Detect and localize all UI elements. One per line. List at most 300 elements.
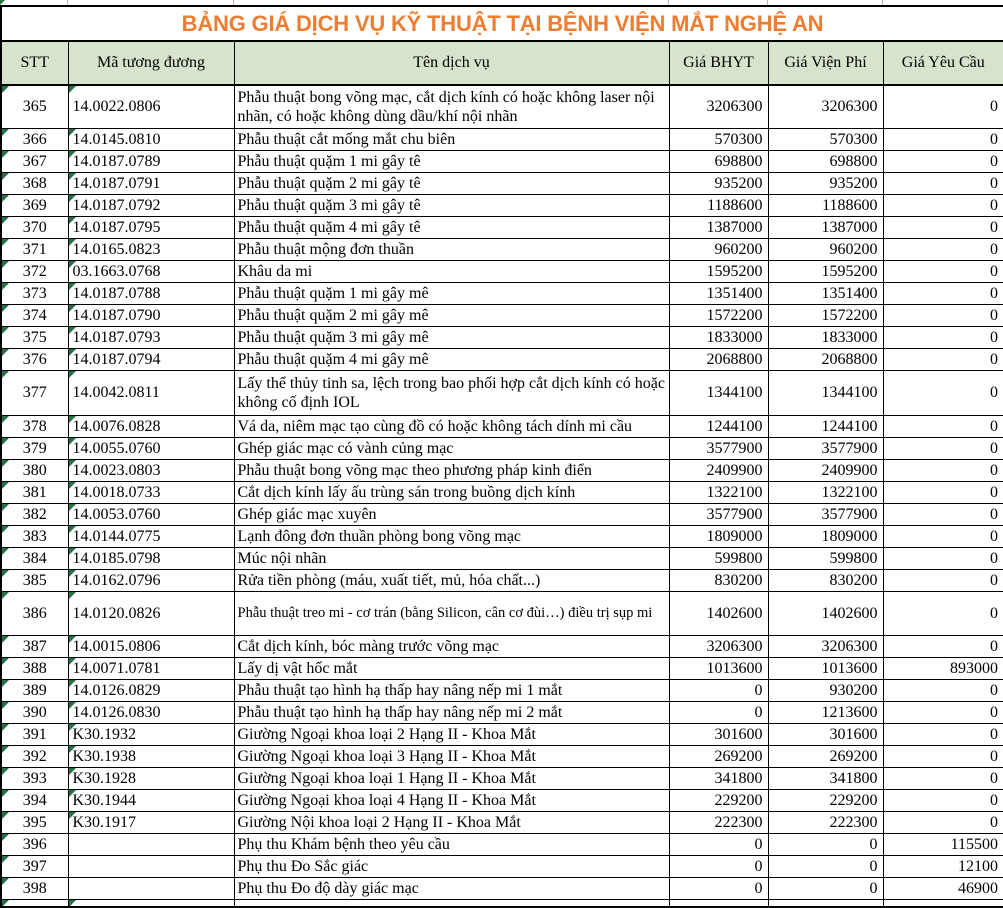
cell-price-vienphi[interactable]: 930200 [768, 679, 883, 701]
cell-price-bhyt[interactable]: 3206300 [669, 85, 768, 128]
cell-code[interactable] [68, 150, 234, 172]
table-row [1, 569, 1003, 591]
cell-stt[interactable] [1, 503, 68, 525]
cell-price-yeucau[interactable]: 0 [883, 172, 1003, 194]
error-indicator-icon [69, 526, 76, 533]
cell-code[interactable] [68, 282, 234, 304]
cell-service-name[interactable]: Phẫu thuật treo mi - cơ trán (bằng Silicon, cân cơ đùi…) điều trị sụp mi [234, 591, 669, 635]
error-indicator-icon [69, 790, 76, 797]
cell-stt[interactable] [1, 899, 68, 907]
cell-price-bhyt[interactable]: 2409900 [669, 459, 768, 481]
cell-service-name[interactable]: Phụ thu Đo độ dày giác mạc [234, 877, 669, 899]
cell-stt[interactable] [1, 348, 68, 370]
cell-price-yeucau[interactable]: 12100 [883, 855, 1003, 877]
cell-price-bhyt[interactable]: 229200 [669, 789, 768, 811]
cell-price-yeucau[interactable]: 0 [883, 85, 1003, 128]
code-value: 14.0022.0806 [72, 98, 161, 116]
stt-value: 370 [22, 218, 47, 236]
cell-stt[interactable] [1, 679, 68, 701]
cell-price-bhyt[interactable]: 1809000 [669, 525, 768, 547]
cell-service-name[interactable]: Ghép giác mạc có vành củng mạc [234, 437, 669, 459]
cell-code[interactable] [68, 679, 234, 701]
cell-stt[interactable] [1, 260, 68, 282]
error-indicator-icon [2, 548, 9, 555]
code-value: 03.1663.0768 [72, 262, 161, 280]
table-row [1, 238, 1003, 260]
cell-code[interactable] [68, 348, 234, 370]
cell-empty[interactable] [883, 899, 1003, 907]
cell-stt[interactable] [1, 437, 68, 459]
title-row [1, 6, 1003, 41]
cell-price-bhyt[interactable]: 1188600 [669, 194, 768, 216]
page-title[interactable]: BẢNG GIÁ DỊCH VỤ KỸ THUẬT TẠI BỆNH VIỆN MẮT NGHỆ AN [1, 6, 1003, 41]
cell-price-vienphi[interactable]: 3206300 [768, 85, 883, 128]
cell-price-vienphi[interactable]: 0 [768, 877, 883, 899]
cell-service-name[interactable]: Lấy thể thủy tinh sa, lệch trong bao phối hợp cắt dịch kính có hoặc không cố định IOL [234, 370, 669, 415]
error-indicator-icon [69, 438, 76, 445]
cell-price-yeucau[interactable]: 893000 [883, 657, 1003, 679]
cell-price-vienphi[interactable]: 1013600 [768, 657, 883, 679]
cell-stt[interactable] [1, 855, 68, 877]
cell-stt[interactable] [1, 238, 68, 260]
error-indicator-icon [2, 482, 9, 489]
stt-value: 373 [22, 284, 47, 302]
table-row [1, 260, 1003, 282]
code-value: 14.0018.0733 [72, 483, 161, 501]
cell-price-vienphi[interactable]: 1809000 [768, 525, 883, 547]
cell-price-bhyt[interactable]: 301600 [669, 723, 768, 745]
cell-code[interactable] [68, 172, 234, 194]
stt-value: 374 [22, 306, 47, 324]
cell-stt[interactable] [1, 128, 68, 150]
cell-price-yeucau[interactable]: 0 [883, 701, 1003, 723]
error-indicator-icon [2, 592, 9, 599]
cell-price-yeucau[interactable]: 0 [883, 370, 1003, 415]
cell-code[interactable] [68, 701, 234, 723]
cell-price-vienphi[interactable]: 1322100 [768, 481, 883, 503]
column-header-stt[interactable]: STT [1, 41, 68, 85]
cell-price-yeucau[interactable]: 0 [883, 481, 1003, 503]
cell-code[interactable] [68, 370, 234, 415]
cell-code[interactable] [68, 899, 234, 907]
cell-stt[interactable] [1, 701, 68, 723]
error-indicator-icon [2, 658, 9, 665]
stt-value: 381 [22, 483, 47, 501]
column-header-yeucau[interactable]: Giá Yêu Cầu [883, 41, 1003, 85]
cell-price-bhyt[interactable]: 2068800 [669, 348, 768, 370]
cell-stt[interactable] [1, 635, 68, 657]
cell-service-name[interactable]: Vá da, niêm mạc tạo cùng đồ có hoặc không tách dính mi cầu [234, 415, 669, 437]
code-value: 14.0023.0803 [72, 461, 161, 479]
cell-price-yeucau[interactable]: 0 [883, 591, 1003, 635]
stt-value: 375 [22, 328, 47, 346]
cell-stt[interactable] [1, 657, 68, 679]
stt-value: 384 [22, 549, 47, 567]
stt-value: 376 [22, 350, 47, 368]
stt-value: 383 [22, 527, 47, 545]
cell-price-bhyt[interactable]: 599800 [669, 547, 768, 569]
cell-price-vienphi[interactable]: 0 [768, 855, 883, 877]
cell-service-name[interactable]: Phụ thu Đo Sắc giác [234, 855, 669, 877]
cell-price-vienphi[interactable]: 960200 [768, 238, 883, 260]
cell-service-name[interactable]: Phẫu thuật tạo hình hạ thấp hay nâng nếp mi 1 mắt [234, 679, 669, 701]
cell-price-bhyt[interactable]: 0 [669, 701, 768, 723]
cell-price-bhyt[interactable]: 1387000 [669, 216, 768, 238]
error-indicator-icon [2, 129, 9, 136]
error-indicator-icon [69, 195, 76, 202]
cell-price-yeucau[interactable]: 0 [883, 679, 1003, 701]
cell-stt[interactable] [1, 459, 68, 481]
cell-stt[interactable] [1, 811, 68, 833]
cell-price-bhyt[interactable]: 1595200 [669, 260, 768, 282]
cell-price-vienphi[interactable]: 3577900 [768, 437, 883, 459]
table-row [1, 591, 1003, 635]
column-header-name[interactable]: Tên dịch vụ [234, 41, 669, 85]
cell-price-yeucau[interactable]: 0 [883, 282, 1003, 304]
cell-code[interactable] [68, 216, 234, 238]
code-value: 14.0187.0793 [72, 328, 161, 346]
table-row [1, 767, 1003, 789]
cell-price-yeucau[interactable]: 46900 [883, 877, 1003, 899]
error-indicator-icon [69, 151, 76, 158]
cell-price-bhyt[interactable]: 1322100 [669, 481, 768, 503]
error-indicator-icon [69, 900, 76, 907]
cell-price-bhyt[interactable]: 1833000 [669, 326, 768, 348]
cell-code[interactable] [68, 503, 234, 525]
cell-price-vienphi[interactable]: 1244100 [768, 415, 883, 437]
cell-service-name[interactable]: Lấy dị vật hốc mắt [234, 657, 669, 679]
cell-price-yeucau[interactable]: 0 [883, 635, 1003, 657]
cell-stt[interactable] [1, 370, 68, 415]
cell-stt[interactable] [1, 525, 68, 547]
error-indicator-icon [2, 151, 9, 158]
cell-code[interactable] [68, 415, 234, 437]
code-value: 14.0042.0811 [72, 384, 160, 401]
cell-price-bhyt[interactable]: 0 [669, 877, 768, 899]
cell-service-name[interactable]: Phẫu thuật mộng đơn thuần [234, 238, 669, 260]
cell-price-yeucau[interactable]: 0 [883, 525, 1003, 547]
cell-price-bhyt[interactable]: 1351400 [669, 282, 768, 304]
column-header-vienphi[interactable]: Giá Viện Phí [768, 41, 883, 85]
stt-value: 371 [22, 240, 47, 258]
cell-service-name[interactable]: Giường Ngoại khoa loại 1 Hạng II - Khoa Mắt [234, 767, 669, 789]
cell-price-bhyt[interactable]: 222300 [669, 811, 768, 833]
cell-price-vienphi[interactable]: 1833000 [768, 326, 883, 348]
stt-value: 380 [22, 461, 47, 479]
cell-stt[interactable] [1, 723, 68, 745]
cell-service-name[interactable]: Phẫu thuật tạo hình hạ thấp hay nâng nếp mi 2 mắt [234, 701, 669, 723]
cell-service-name[interactable]: Phẫu thuật quặm 3 mi gây mê [234, 326, 669, 348]
cell-price-vienphi[interactable]: 0 [768, 833, 883, 855]
cell-price-vienphi[interactable]: 229200 [768, 789, 883, 811]
cell-stt[interactable] [1, 547, 68, 569]
table-row [1, 150, 1003, 172]
cell-price-yeucau[interactable]: 0 [883, 745, 1003, 767]
table-row [1, 85, 1003, 128]
code-value: 14.0144.0775 [72, 527, 161, 545]
cell-price-yeucau[interactable]: 0 [883, 547, 1003, 569]
cell-service-name[interactable]: Lạnh đông đơn thuần phòng bong võng mạc [234, 525, 669, 547]
cell-price-yeucau[interactable]: 0 [883, 459, 1003, 481]
cell-price-bhyt[interactable]: 3206300 [669, 635, 768, 657]
stt-value: 387 [22, 637, 47, 655]
cell-stt[interactable] [1, 569, 68, 591]
stt-value: 378 [22, 417, 47, 435]
error-indicator-icon [69, 217, 76, 224]
error-indicator-icon [2, 812, 9, 819]
cell-price-bhyt[interactable]: 3577900 [669, 437, 768, 459]
cell-price-bhyt[interactable]: 1402600 [669, 591, 768, 635]
cell-stt[interactable] [1, 172, 68, 194]
error-indicator-icon [2, 856, 9, 863]
cell-service-name[interactable]: Giường Nội khoa loại 2 Hạng II - Khoa Mắt [234, 811, 669, 833]
column-header-code[interactable]: Mã tương đương [68, 41, 234, 85]
cell-price-vienphi[interactable]: 698800 [768, 150, 883, 172]
error-indicator-icon [2, 239, 9, 246]
cell-stt[interactable] [1, 481, 68, 503]
table-row [1, 128, 1003, 150]
cell-service-name[interactable]: Phẫu thuật quặm 1 mi gây tê [234, 150, 669, 172]
table-row [1, 503, 1003, 525]
gridline [233, 0, 234, 5]
cell-price-yeucau[interactable]: 0 [883, 194, 1003, 216]
cell-price-vienphi[interactable]: 301600 [768, 723, 883, 745]
stt-value: 369 [22, 196, 47, 214]
cell-stt[interactable] [1, 789, 68, 811]
cell-price-yeucau[interactable]: 0 [883, 304, 1003, 326]
cell-service-name[interactable]: Phẫu thuật bong võng mạc theo phương pháp kinh điển [234, 459, 669, 481]
cell-service-name[interactable]: Phụ thu Khám bệnh theo yêu cầu [234, 833, 669, 855]
cell-code[interactable] [68, 833, 234, 855]
cell-code[interactable] [68, 745, 234, 767]
cell-price-yeucau[interactable]: 0 [883, 150, 1003, 172]
cell-code[interactable] [68, 855, 234, 877]
cell-code[interactable] [68, 238, 234, 260]
cell-price-vienphi[interactable]: 1188600 [768, 194, 883, 216]
cell-stt[interactable] [1, 304, 68, 326]
cell-code[interactable] [68, 326, 234, 348]
column-header-row [1, 41, 1003, 85]
cell-service-name[interactable]: Cắt dịch kính, bóc màng trước võng mạc [234, 635, 669, 657]
stt-value: 395 [22, 813, 47, 831]
stt-value: 391 [22, 725, 47, 743]
cell-price-vienphi[interactable]: 1402600 [768, 591, 883, 635]
cell-stt[interactable] [1, 282, 68, 304]
cell-price-yeucau[interactable]: 0 [883, 723, 1003, 745]
cell-price-bhyt[interactable]: 3577900 [669, 503, 768, 525]
cell-code[interactable] [68, 481, 234, 503]
cell-price-vienphi[interactable]: 1213600 [768, 701, 883, 723]
table-row [1, 172, 1003, 194]
error-indicator-icon [69, 746, 76, 753]
cell-code[interactable] [68, 547, 234, 569]
cell-price-bhyt[interactable]: 935200 [669, 172, 768, 194]
cell-price-bhyt[interactable]: 570300 [669, 128, 768, 150]
cell-price-bhyt[interactable]: 960200 [669, 238, 768, 260]
cell-service-name[interactable]: Phẫu thuật quặm 3 mi gây tê [234, 194, 669, 216]
cell-stt[interactable] [1, 326, 68, 348]
cell-price-yeucau[interactable]: 0 [883, 260, 1003, 282]
cell-stt[interactable] [1, 415, 68, 437]
cell-code[interactable] [68, 85, 234, 128]
error-indicator-icon [2, 416, 9, 423]
table-row [1, 855, 1003, 877]
cell-code[interactable] [68, 877, 234, 899]
cell-price-yeucau[interactable]: 0 [883, 789, 1003, 811]
cell-stt[interactable] [1, 745, 68, 767]
cell-code[interactable] [68, 657, 234, 679]
cell-code[interactable] [68, 635, 234, 657]
cell-price-yeucau[interactable]: 115500 [883, 833, 1003, 855]
cell-service-name[interactable]: Ghép giác mạc xuyên [234, 503, 669, 525]
cell-stt[interactable] [1, 85, 68, 128]
code-value: 14.0187.0792 [72, 196, 161, 214]
cell-code[interactable] [68, 569, 234, 591]
cell-price-vienphi[interactable]: 1344100 [768, 370, 883, 415]
table-row [1, 635, 1003, 657]
cell-price-bhyt[interactable]: 0 [669, 679, 768, 701]
cell-code[interactable] [68, 811, 234, 833]
cell-price-vienphi[interactable]: 1387000 [768, 216, 883, 238]
cell-code[interactable] [68, 767, 234, 789]
cell-stt[interactable] [1, 833, 68, 855]
cell-service-name[interactable]: Phẫu thuật quặm 1 mi gây mê [234, 282, 669, 304]
stt-value: 396 [22, 835, 47, 853]
cell-empty[interactable] [234, 899, 669, 907]
clipped-row-above [0, 0, 1003, 5]
cell-code[interactable] [68, 591, 234, 635]
stt-value: 393 [22, 769, 47, 787]
cell-service-name[interactable]: Phẫu thuật quặm 4 mi gây tê [234, 216, 669, 238]
cell-price-vienphi[interactable]: 3577900 [768, 503, 883, 525]
cell-stt[interactable] [1, 591, 68, 635]
gridline [67, 0, 68, 5]
cell-price-bhyt[interactable]: 1344100 [669, 370, 768, 415]
code-value: 14.0055.0760 [72, 439, 161, 457]
cell-price-yeucau[interactable]: 0 [883, 437, 1003, 459]
cell-price-bhyt[interactable]: 1013600 [669, 657, 768, 679]
cell-price-yeucau[interactable]: 0 [883, 569, 1003, 591]
cell-price-yeucau[interactable]: 0 [883, 128, 1003, 150]
error-indicator-icon [69, 548, 76, 555]
error-indicator-icon [69, 371, 76, 378]
cell-service-name[interactable]: Phẫu thuật quặm 4 mi gây mê [234, 348, 669, 370]
cell-price-vienphi[interactable]: 2068800 [768, 348, 883, 370]
cell-stt[interactable] [1, 877, 68, 899]
cell-code[interactable] [68, 194, 234, 216]
cell-service-name[interactable]: Khâu da mi [234, 260, 669, 282]
cell-service-name[interactable]: Giường Ngoại khoa loại 3 Hạng II - Khoa Mắt [234, 745, 669, 767]
cell-service-name[interactable]: Phẫu thuật bong võng mạc, cắt dịch kính có hoặc không laser nội nhãn, có hoặc không dùng dầu/khí nội nhãn [234, 85, 669, 128]
cell-price-yeucau[interactable]: 0 [883, 238, 1003, 260]
cell-price-yeucau[interactable]: 0 [883, 503, 1003, 525]
cell-empty[interactable] [768, 899, 883, 907]
cell-service-name[interactable]: Phẫu thuật quặm 2 mi gây tê [234, 172, 669, 194]
cell-code[interactable] [68, 789, 234, 811]
cell-code[interactable] [68, 437, 234, 459]
cell-stt[interactable] [1, 194, 68, 216]
cell-service-name[interactable]: Giường Ngoại khoa loại 4 Hạng II - Khoa Mắt [234, 789, 669, 811]
stt-value: 397 [22, 857, 47, 875]
error-indicator-icon [2, 636, 9, 643]
cell-code[interactable] [68, 723, 234, 745]
cell-price-vienphi[interactable]: 1572200 [768, 304, 883, 326]
cell-price-bhyt[interactable]: 0 [669, 833, 768, 855]
cell-service-name[interactable]: Rửa tiền phòng (máu, xuất tiết, mủ, hóa chất...) [234, 569, 669, 591]
cell-stt[interactable] [1, 150, 68, 172]
cell-price-yeucau[interactable]: 0 [883, 811, 1003, 833]
cell-price-yeucau[interactable]: 0 [883, 348, 1003, 370]
cell-empty[interactable] [669, 899, 768, 907]
cell-service-name[interactable]: Múc nội nhãn [234, 547, 669, 569]
stt-value: 385 [22, 571, 47, 589]
cell-price-vienphi[interactable]: 935200 [768, 172, 883, 194]
cell-price-vienphi[interactable]: 1595200 [768, 260, 883, 282]
cell-price-yeucau[interactable]: 0 [883, 326, 1003, 348]
cell-price-yeucau[interactable]: 0 [883, 216, 1003, 238]
cell-service-name[interactable]: Giường Ngoại khoa loại 2 Hạng II - Khoa Mắt [234, 723, 669, 745]
cell-price-bhyt[interactable]: 1244100 [669, 415, 768, 437]
price-table [0, 5, 1003, 908]
stt-value: 394 [22, 791, 47, 809]
cell-stt[interactable] [1, 767, 68, 789]
table-row [1, 877, 1003, 899]
cell-stt[interactable] [1, 216, 68, 238]
stt-value: 377 [22, 384, 47, 401]
table-row [1, 304, 1003, 326]
cell-price-vienphi[interactable]: 2409900 [768, 459, 883, 481]
table-row [1, 437, 1003, 459]
cell-price-vienphi[interactable]: 341800 [768, 767, 883, 789]
table-row [1, 723, 1003, 745]
cell-price-vienphi[interactable]: 1351400 [768, 282, 883, 304]
cell-service-name[interactable]: Phẫu thuật cắt mống mắt chu biên [234, 128, 669, 150]
cell-price-bhyt[interactable]: 269200 [669, 745, 768, 767]
cell-code[interactable] [68, 525, 234, 547]
cell-code[interactable] [68, 260, 234, 282]
table-row [1, 547, 1003, 569]
stt-value: 388 [22, 659, 47, 677]
cell-price-vienphi[interactable]: 222300 [768, 811, 883, 833]
cell-price-bhyt[interactable]: 0 [669, 855, 768, 877]
column-header-bhyt[interactable]: Giá BHYT [669, 41, 768, 85]
error-indicator-icon [2, 680, 9, 687]
cell-price-yeucau[interactable]: 0 [883, 767, 1003, 789]
cell-price-vienphi[interactable]: 570300 [768, 128, 883, 150]
cell-code[interactable] [68, 128, 234, 150]
cell-price-vienphi[interactable]: 3206300 [768, 635, 883, 657]
error-indicator-icon [2, 570, 9, 577]
cell-price-bhyt[interactable]: 341800 [669, 767, 768, 789]
error-indicator-icon [2, 768, 9, 775]
cell-price-vienphi[interactable]: 599800 [768, 547, 883, 569]
code-value: 14.0053.0760 [72, 505, 161, 523]
code-value: 14.0185.0798 [72, 549, 161, 567]
cell-price-vienphi[interactable]: 830200 [768, 569, 883, 591]
cell-service-name[interactable]: Cắt dịch kính lấy ấu trùng sán trong buồng dịch kính [234, 481, 669, 503]
cell-service-name[interactable]: Phẫu thuật quặm 2 mi gây mê [234, 304, 669, 326]
cell-code[interactable] [68, 459, 234, 481]
table-row [1, 459, 1003, 481]
cell-price-bhyt[interactable]: 1572200 [669, 304, 768, 326]
cell-code[interactable] [68, 304, 234, 326]
cell-price-bhyt[interactable]: 830200 [669, 569, 768, 591]
stt-value: 372 [22, 262, 47, 280]
table-row [1, 701, 1003, 723]
cell-price-yeucau[interactable]: 0 [883, 415, 1003, 437]
cell-price-vienphi[interactable]: 269200 [768, 745, 883, 767]
cell-price-bhyt[interactable]: 698800 [669, 150, 768, 172]
